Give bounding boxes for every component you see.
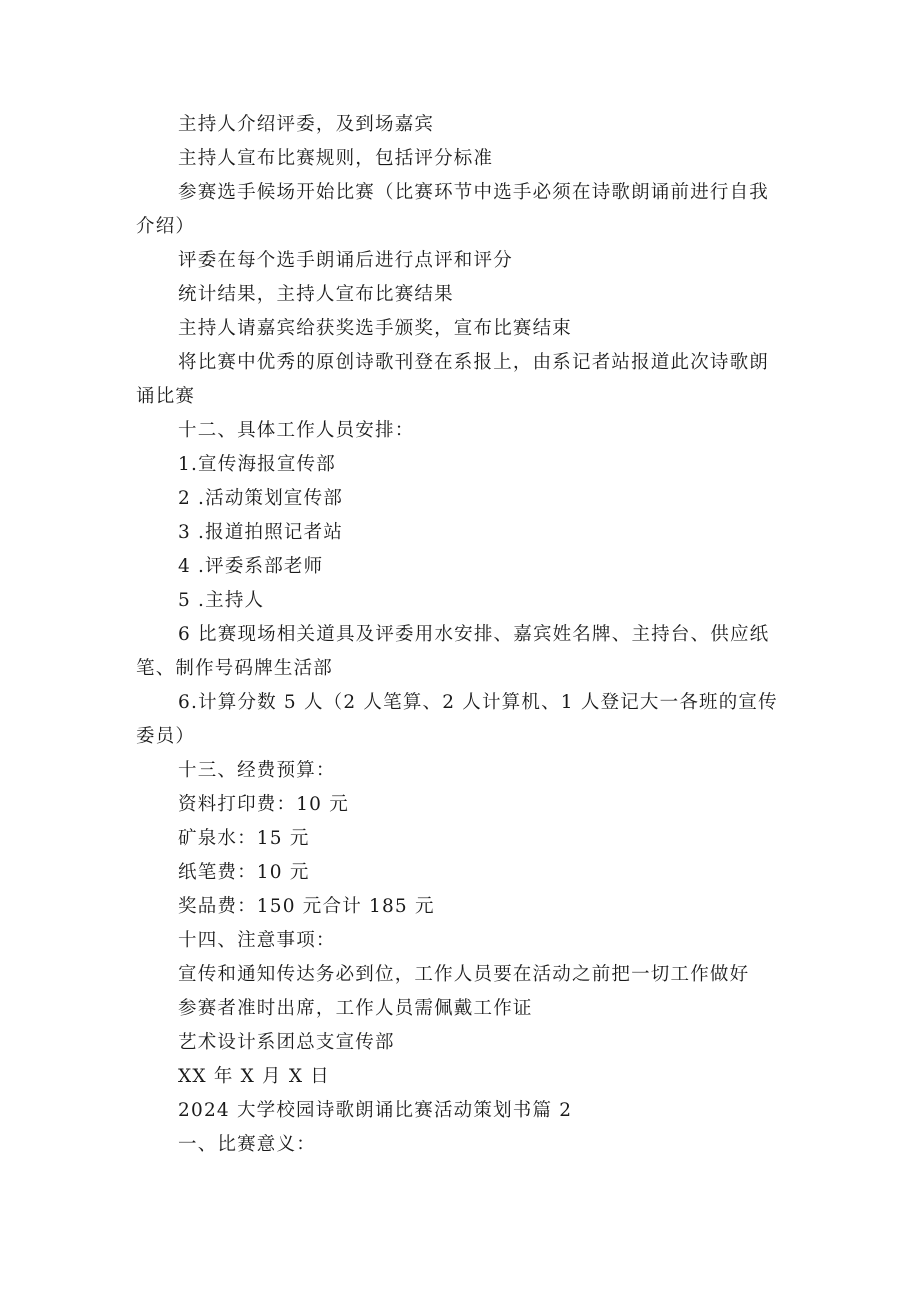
paragraph: 主持人宣布比赛规则，包括评分标准 — [178, 148, 494, 169]
list-item: 4 .评委系部老师 — [178, 556, 324, 577]
paragraph: 参赛者准时出席，工作人员需佩戴工作证 — [178, 998, 533, 1019]
list-item: 6 比赛现场相关道具及评委用水安排、嘉宾姓名牌、主持台、供应纸笔、制作号码牌生活部 — [136, 624, 770, 679]
list-item: 6.计算分数 5 人（2 人笔算、2 人计算机、1 人登记大一各班的宣传委员） — [136, 692, 778, 747]
section-heading: 十二、具体工作人员安排： — [178, 420, 415, 441]
paragraph: 主持人请嘉宾给获奖选手颁奖，宣布比赛结束 — [178, 318, 573, 339]
section-heading: 十三、经费预算： — [178, 760, 336, 781]
budget-item: 奖品费：150 元合计 185 元 — [178, 896, 435, 917]
paragraph: 评委在每个选手朗诵后进行点评和评分 — [178, 250, 513, 271]
paragraph: 宣传和通知传达务必到位，工作人员要在活动之前把一切工作做好 — [178, 964, 750, 985]
section-heading: 十四、注意事项： — [178, 930, 336, 951]
signature-date: XX 年 X 月 X 日 — [178, 1066, 330, 1087]
budget-item: 矿泉水：15 元 — [178, 828, 310, 849]
budget-item: 资料打印费：10 元 — [178, 794, 349, 815]
paragraph: 将比赛中优秀的原创诗歌刊登在系报上，由系记者站报道此次诗歌朗诵比赛 — [136, 352, 770, 407]
paragraph: 参赛选手候场开始比赛（比赛环节中选手必须在诗歌朗诵前进行自我介绍） — [136, 182, 770, 237]
list-item: 2 .活动策划宣传部 — [178, 488, 344, 509]
signature-org: 艺术设计系团总支宣传部 — [178, 1032, 395, 1053]
budget-item: 纸笔费：10 元 — [178, 862, 310, 883]
list-item: 5 .主持人 — [178, 590, 265, 611]
list-item: 1.宣传海报宣传部 — [178, 454, 336, 475]
paragraph: 主持人介绍评委，及到场嘉宾 — [178, 114, 435, 135]
list-item: 3 .报道拍照记者站 — [178, 522, 344, 543]
document-title: 2024 大学校园诗歌朗诵比赛活动策划书篇 2 — [178, 1100, 573, 1121]
section-heading: 一、比赛意义： — [178, 1134, 316, 1155]
paragraph: 统计结果，主持人宣布比赛结果 — [178, 284, 454, 305]
document-body — [136, 108, 786, 1162]
